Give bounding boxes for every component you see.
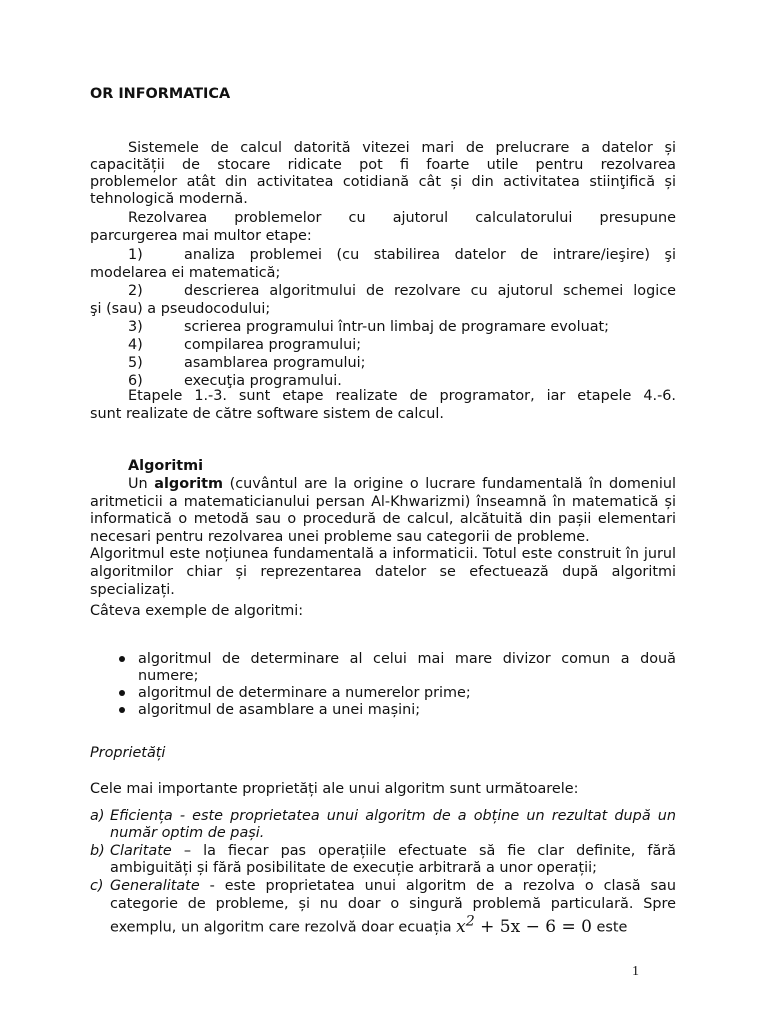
text-line: problemelor atât din activitatea cotidiană cât și din activitatea stiinţifică și (90, 174, 676, 190)
equation-rest: + 5x − 6 = 0 (474, 916, 592, 937)
property-label: b) (90, 842, 105, 859)
algoritmi-body (90, 476, 676, 621)
step-text: asamblarea programului; (184, 355, 366, 371)
bullet-icon (119, 707, 125, 713)
step-number: 6) (128, 373, 143, 389)
property-text: - este proprietatea unui algoritm de a rezolva o clasă sau categorie de probleme, și nu doar o singură problemă particulară. Spre exemplu, un algoritm care rezolvă doar ecuația (110, 877, 676, 936)
property-item-eficienta (90, 808, 676, 843)
property-label: a) (90, 807, 105, 824)
text-line: parcurgerea mai multor etape: (90, 228, 312, 244)
definition-prefix: Un (128, 476, 155, 492)
property-term: Generalitate (110, 877, 200, 894)
equation-base: x (456, 916, 466, 937)
step-number: 2) (128, 283, 143, 299)
example-text: algoritmul de determinare al celui mai mare divizor comun a două numere; (138, 651, 676, 684)
bullet-icon (119, 690, 125, 696)
equation-exponent: 2 (465, 913, 475, 930)
bullet-icon (119, 656, 125, 662)
properties-intro: Cele mai importante proprietăți ale unui algoritm sunt următoarele: (90, 781, 579, 797)
list-item (114, 651, 676, 685)
equation-tail: este (591, 919, 628, 936)
equation (456, 913, 592, 937)
example-text: algoritmul de determinare a numerelor prime; (138, 685, 471, 701)
step-continuation: şi (sau) a pseudocodului; (90, 301, 271, 317)
property-term: Eficiența (110, 807, 173, 824)
step-continuation: modelarea ei matematică; (90, 265, 281, 281)
step-number: 5) (128, 355, 143, 371)
step-item (128, 354, 676, 372)
property-label: c) (90, 877, 104, 894)
examples-list (114, 651, 676, 719)
section-heading-algoritmi: Algoritmi (128, 458, 204, 474)
property-term: Claritate (110, 842, 172, 859)
step-item (128, 318, 676, 336)
properties-section (90, 781, 676, 937)
step-item (90, 246, 676, 282)
examples-intro: Câteva exemple de algoritmi: (90, 603, 304, 620)
text-line: tehnologică modernă. (90, 191, 248, 207)
property-item-claritate (90, 843, 676, 878)
steps-list (90, 246, 676, 390)
definition-term: algoritm (154, 476, 224, 492)
text-line: capacității de stocare ridicate pot fi foarte utile pentru rezolvarea (90, 157, 676, 173)
step-item (128, 336, 676, 354)
step-text: analiza problemei (cu stabilirea datelor de intrare/ieşire) şi (184, 247, 676, 263)
step-item (90, 282, 676, 318)
list-item (114, 685, 676, 702)
page-number: 1 (632, 964, 639, 979)
step-number: 1) (128, 247, 143, 263)
step-text: descrierea algoritmului de rezolvare cu ajutorul schemei logice (184, 283, 676, 299)
step-text: scrierea programului într-un limbaj de programare evoluat; (184, 319, 610, 335)
algoritm-definition (90, 476, 676, 546)
text-line: Rezolvarea problemelor cu ajutorul calculatorului presupune (128, 210, 676, 226)
text-line: sunt realizate de către software sistem de calcul. (90, 406, 444, 422)
list-item (114, 702, 676, 719)
step-number: 4) (128, 337, 143, 353)
section-heading-proprietati: Proprietăți (90, 745, 166, 761)
text-line: Etapele 1.-3. sunt etape realizate de programator, iar etapele 4.-6. (128, 388, 676, 404)
property-text: – la fiecar pas operațiile efectuate să fie clar definite, fără ambiguități și fără posibilitate de execuție arbitrară a unor operații; (110, 842, 676, 877)
algoritm-paragraph: Algoritmul este noțiunea fundamentală a informaticii. Totul este construit în jurul algoritmilor chiar și reprezentarea datelor se efectuează după algoritmi specializați. (90, 546, 676, 598)
document-title: OR INFORMATICA (90, 86, 231, 102)
step-text: compilarea programului; (184, 337, 362, 353)
definition-text: (cuvântul are la origine o lucrare fundamentală în domeniul aritmeticii a matematicianului persan Al-Khwarizmi) înseamnă în matematică și informatică o metodă sau o procedură de calcul, alcătuită din pașii elementari necesari pentru rezolvarea unei probleme sau categorii de probleme. (90, 476, 676, 545)
property-text: - este proprietatea unui algoritm de a obține un rezultat după un număr optim de pași. (110, 807, 676, 842)
example-text: algoritmul de asamblare a unei mașini; (138, 702, 421, 718)
step-text: execuţia programului. (184, 373, 342, 389)
property-item-generalitate (90, 878, 676, 937)
step-number: 3) (128, 319, 143, 335)
text-line: Sistemele de calcul datorită vitezei mari de prelucrare a datelor și (128, 140, 676, 156)
